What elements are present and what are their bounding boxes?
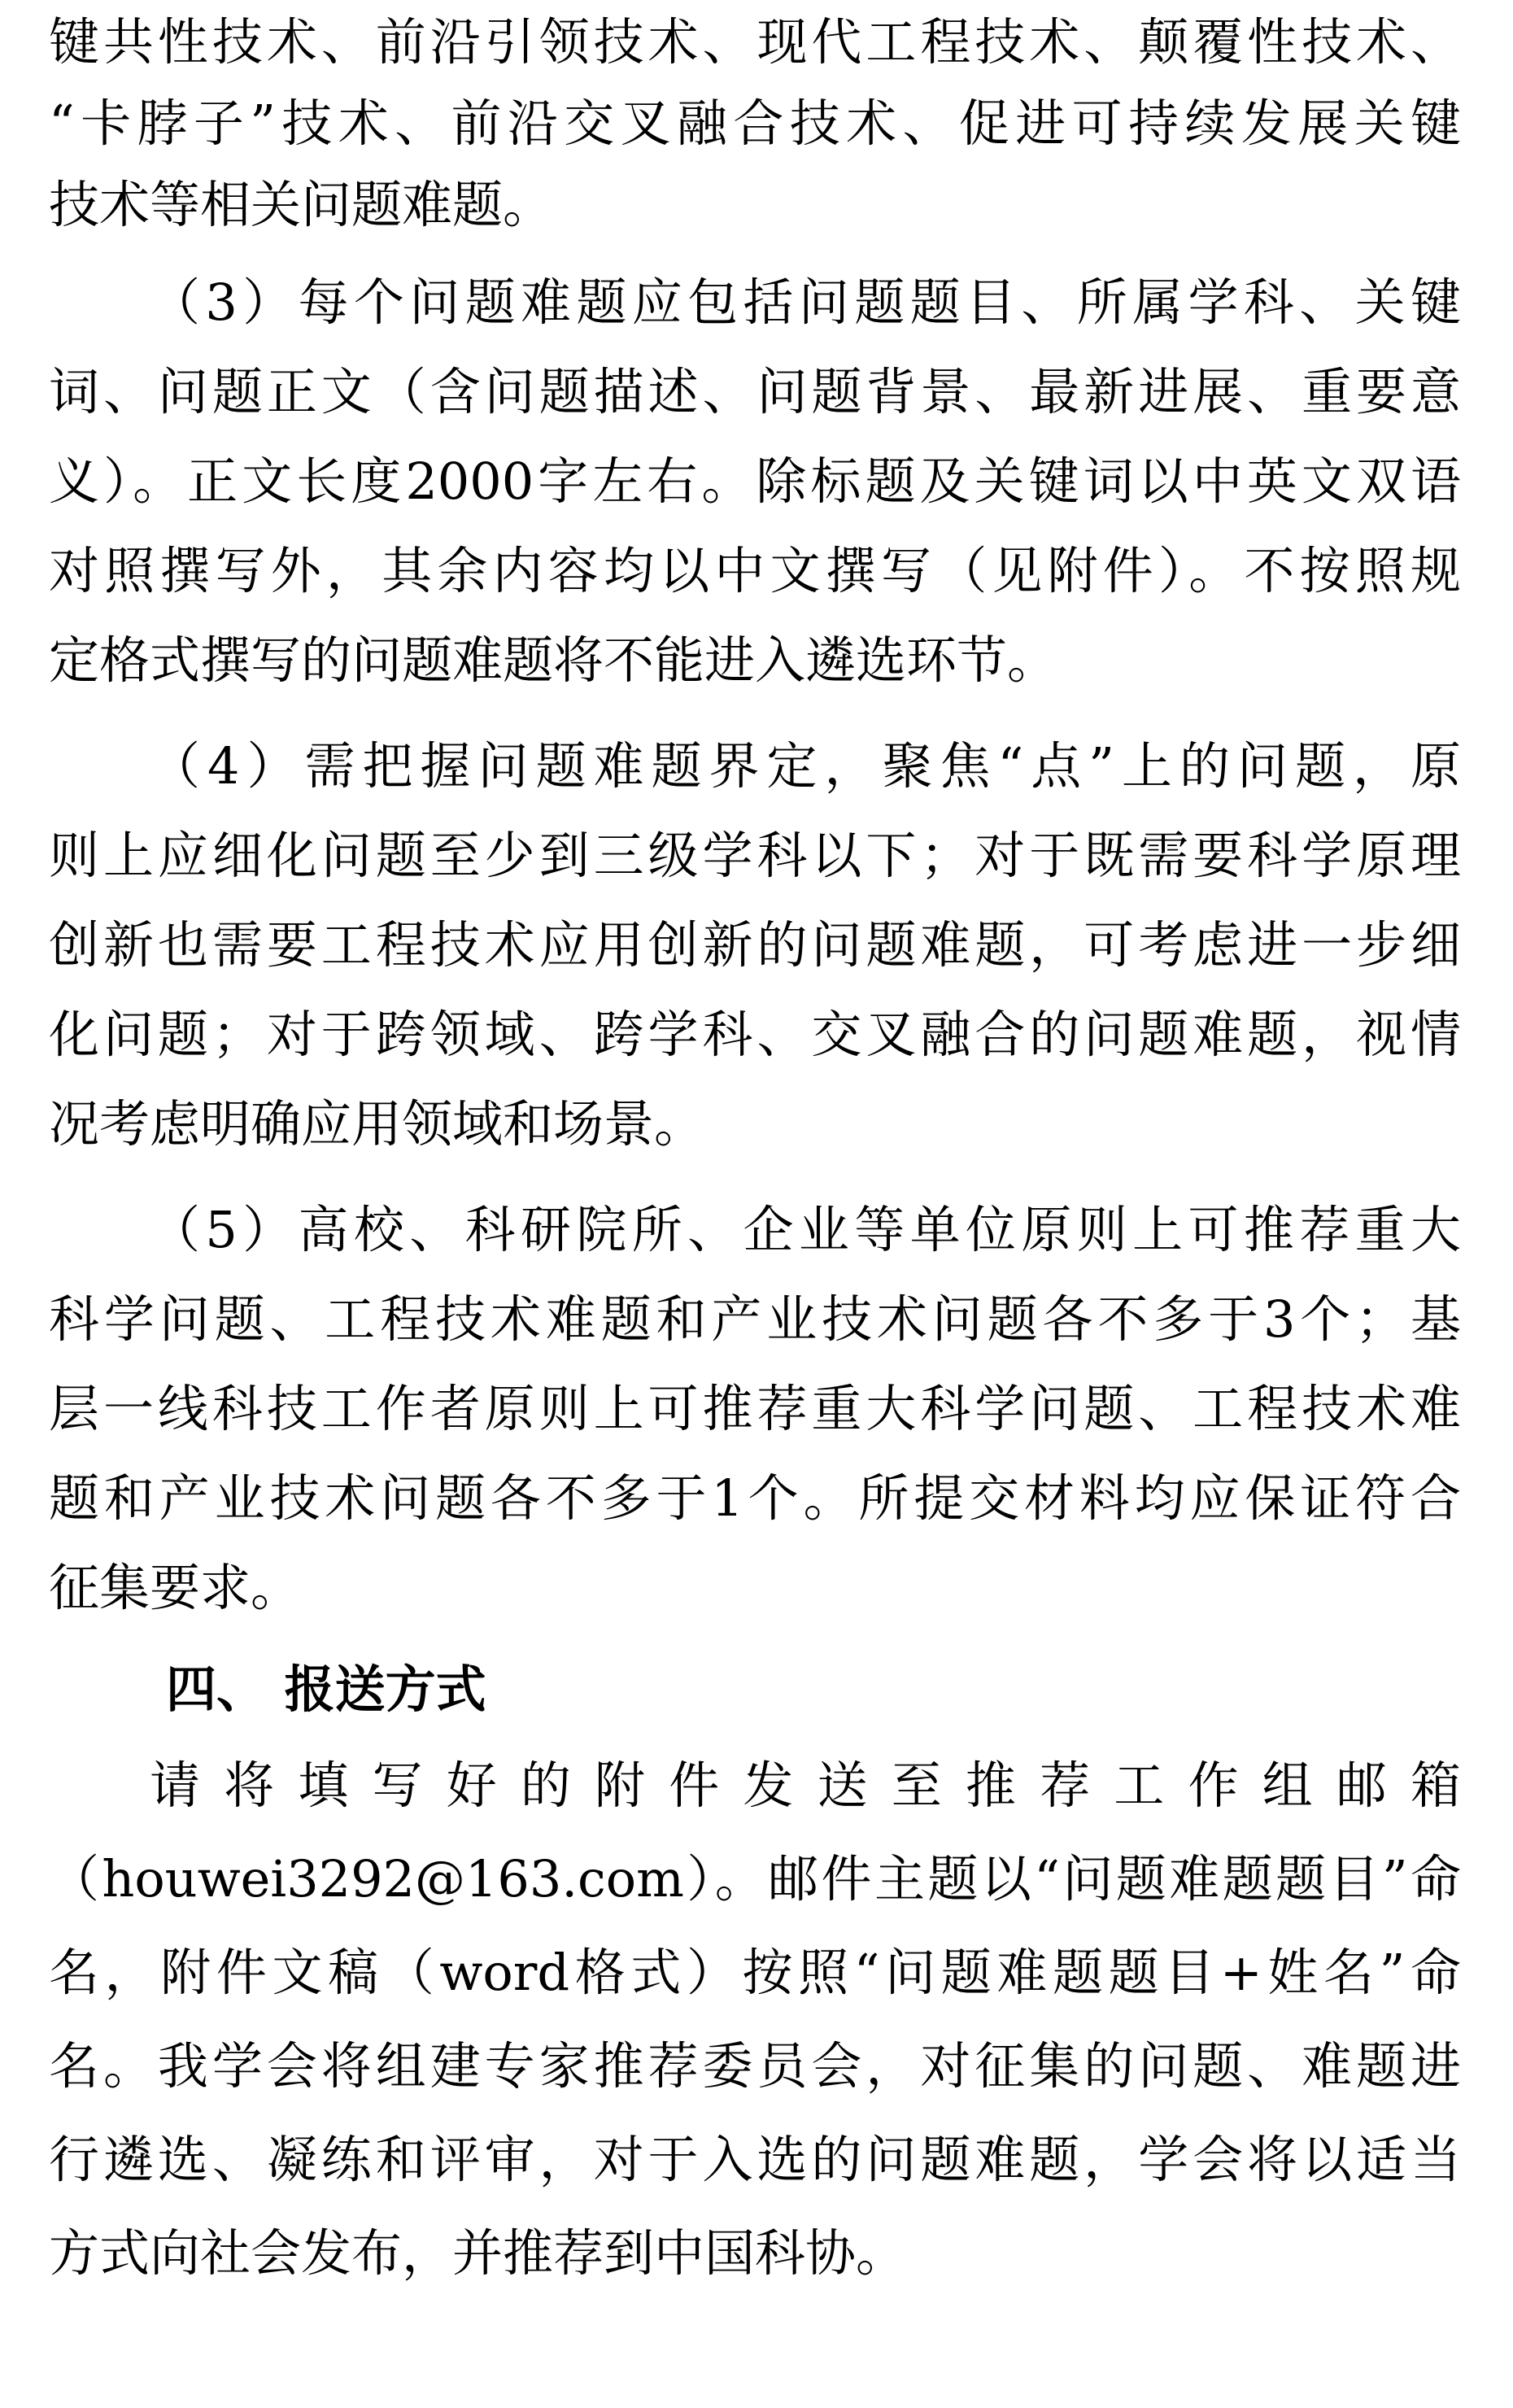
text-line: 键共性技术、前沿引领技术、现代工程技术、颠覆性技术、 bbox=[49, 12, 1461, 72]
text-line: 题和产业技术问题各不多于1个。所提交材料均应保证符合 bbox=[49, 1468, 1461, 1528]
text-line: 科学问题、工程技术难题和产业技术问题各不多于3个；基 bbox=[49, 1289, 1461, 1349]
text-line: 创新也需要工程技术应用创新的问题难题，可考虑进一步细 bbox=[49, 915, 1461, 975]
text-line: 层一线科技工作者原则上可推荐重大科学问题、工程技术难 bbox=[49, 1379, 1461, 1438]
email-line: （houwei3292@163.com）。邮件主题以“问题难题题目”命 bbox=[49, 1849, 1461, 1909]
text-line: 方式向社会发布，并推荐到中国科协。 bbox=[49, 2223, 907, 2283]
text-line: 词、问题正文（含问题描述、问题背景、最新进展、重要意 bbox=[49, 362, 1461, 421]
section-heading: 四、 报送方式 bbox=[166, 1660, 486, 1719]
text-line: 名。我学会将组建专家推荐委员会，对征集的问题、难题进 bbox=[49, 2036, 1461, 2096]
submission-first-line: 请将填写好的附件发送至推荐工作组邮箱 bbox=[150, 1756, 1461, 1815]
text-line: 对照撰写外，其余内容均以中文撰写（见附件）。不按照规 bbox=[49, 541, 1461, 600]
paragraph-3-first-line: （3）每个问题难题应包括问题题目、所属学科、关键 bbox=[150, 273, 1461, 332]
text-line: 技术等相关问题难题。 bbox=[49, 175, 554, 234]
text-line: 行遴选、凝练和评审，对于入选的问题难题，学会将以适当 bbox=[49, 2130, 1461, 2189]
text-line: 况考虑明确应用领域和场景。 bbox=[49, 1094, 705, 1154]
text-line: “卡脖子”技术、前沿交叉融合技术、促进可持续发展关键 bbox=[49, 94, 1461, 153]
text-line: 征集要求。 bbox=[49, 1558, 302, 1617]
paragraph-5-first-line: （5）高校、科研院所、企业等单位原则上可推荐重大 bbox=[150, 1200, 1461, 1259]
paragraph-4-first-line: （4）需把握问题难题界定，聚焦“点”上的问题，原 bbox=[150, 736, 1461, 796]
text-line: 义）。正文长度2000字左右。除标题及关键词以中英文双语 bbox=[49, 452, 1461, 511]
text-line: 名，附件文稿（word格式）按照“问题难题题目+姓名”命 bbox=[49, 1943, 1461, 2002]
text-line: 定格式撰写的问题难题将不能进入遴选环节。 bbox=[49, 630, 1058, 690]
text-line: 则上应细化问题至少到三级学科以下；对于既需要科学原理 bbox=[49, 826, 1461, 885]
text-line: 化问题；对于跨领域、跨学科、交叉融合的问题难题，视情 bbox=[49, 1005, 1461, 1064]
